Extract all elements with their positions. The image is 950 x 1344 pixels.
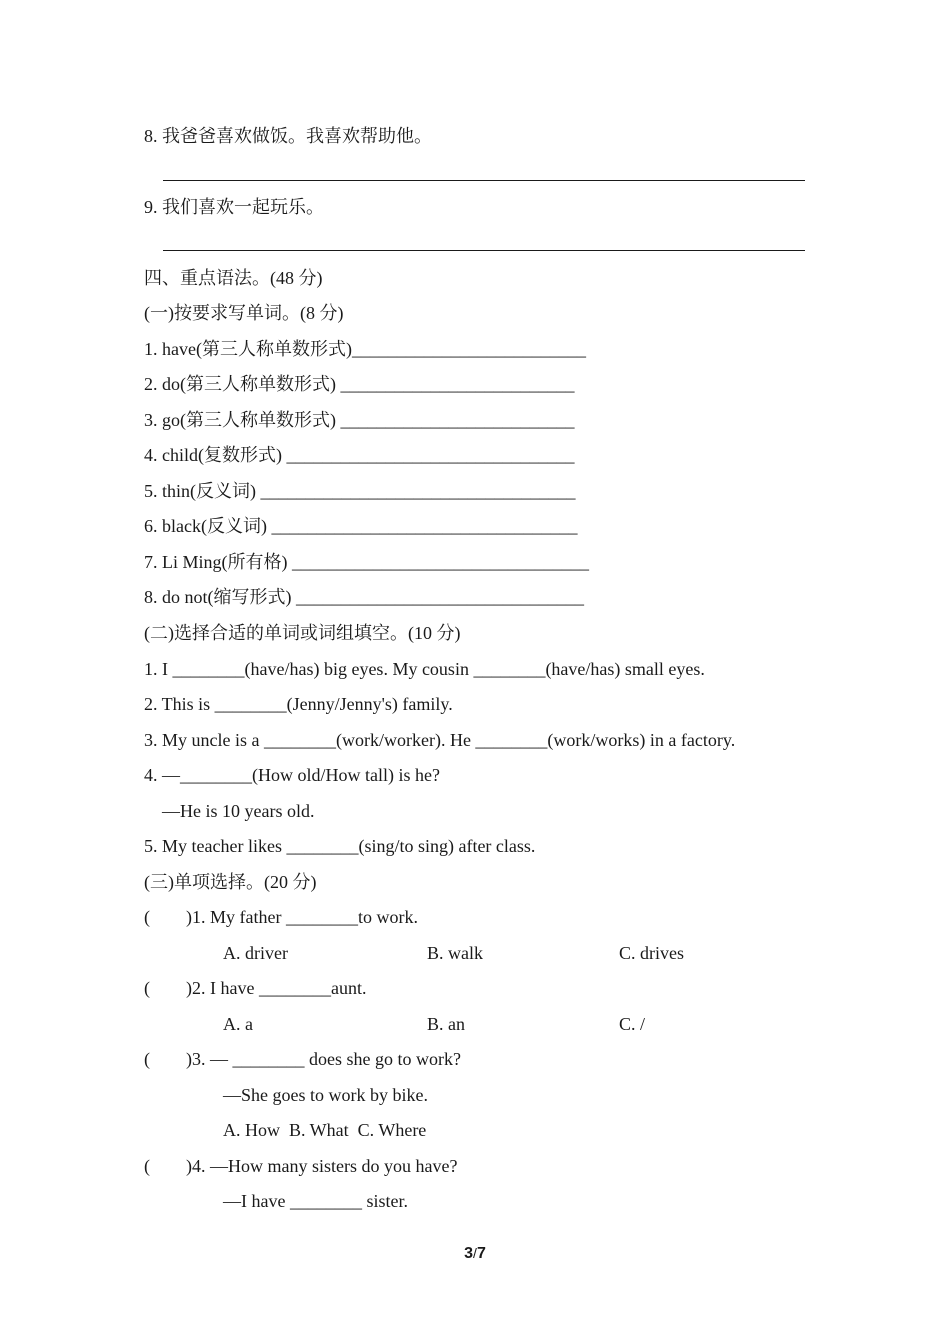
mc-q2-option-b: B. an <box>427 1014 465 1034</box>
page-number <box>0 1243 950 1264</box>
part2-item-answer: —He is 10 years old. <box>162 801 315 821</box>
translation-q9: 9. 我们喜欢一起玩乐。 <box>144 197 324 217</box>
part3-title: (三)单项选择。(20 分) <box>144 872 317 892</box>
current-page: 3 <box>464 1245 474 1262</box>
mc-q1-stem: ( )1. My father ________to work. <box>144 907 418 927</box>
answer-line-q9 <box>163 250 805 251</box>
mc-q3-options: A. How B. What C. Where <box>223 1120 427 1140</box>
mc-q1-option-c: C. drives <box>619 943 684 963</box>
part1-item: 6. black(反义词) __________________________________ <box>144 516 578 536</box>
part1-item: 1. have(第三人称单数形式)__________________________ <box>144 339 586 359</box>
mc-q2-option-c: C. / <box>619 1014 646 1034</box>
part1-item: 5. thin(反义词) ___________________________________ <box>144 481 576 501</box>
part1-item: 2. do(第三人称单数形式) __________________________ <box>144 374 575 394</box>
part2-item: 3. My uncle is a ________(work/worker). He ________(work/works) in a factory. <box>144 730 736 750</box>
part2-item: 2. This is ________(Jenny/Jenny's) family. <box>144 694 453 714</box>
part1-item: 4. child(复数形式) ________________________________ <box>144 445 575 465</box>
mc-q3-answer: —She goes to work by bike. <box>223 1085 428 1105</box>
answer-line-q8 <box>163 180 805 181</box>
section-title: 四、重点语法。(48 分) <box>144 268 323 288</box>
mc-q3-stem: ( )3. — ________ does she go to work? <box>144 1049 461 1069</box>
part1-item: 7. Li Ming(所有格) _________________________________ <box>144 552 589 572</box>
mc-q1-option-b: B. walk <box>427 943 483 963</box>
page-separator: / <box>473 1245 477 1261</box>
mc-q4-answer: —I have ________ sister. <box>223 1191 408 1211</box>
mc-q1-option-a: A. driver <box>223 943 288 963</box>
part2-title: (二)选择合适的单词或词组填空。(10 分) <box>144 623 461 643</box>
part2-item: 5. My teacher likes ________(sing/to sing) after class. <box>144 836 536 856</box>
total-pages: 7 <box>476 1245 486 1262</box>
mc-q4-stem: ( )4. —How many sisters do you have? <box>144 1156 458 1176</box>
part1-item: 3. go(第三人称单数形式) __________________________ <box>144 410 575 430</box>
mc-q2-option-a: A. a <box>223 1014 253 1034</box>
part2-item: 4. —________(How old/How tall) is he? <box>144 765 440 785</box>
part1-item: 8. do not(缩写形式) ________________________________ <box>144 587 584 607</box>
part2-item: 1. I ________(have/has) big eyes. My cousin ________(have/has) small eyes. <box>144 659 705 679</box>
part1-title: (一)按要求写单词。(8 分) <box>144 303 344 323</box>
mc-q2-stem: ( )2. I have ________aunt. <box>144 978 367 998</box>
translation-q8: 8. 我爸爸喜欢做饭。我喜欢帮助他。 <box>144 126 432 146</box>
